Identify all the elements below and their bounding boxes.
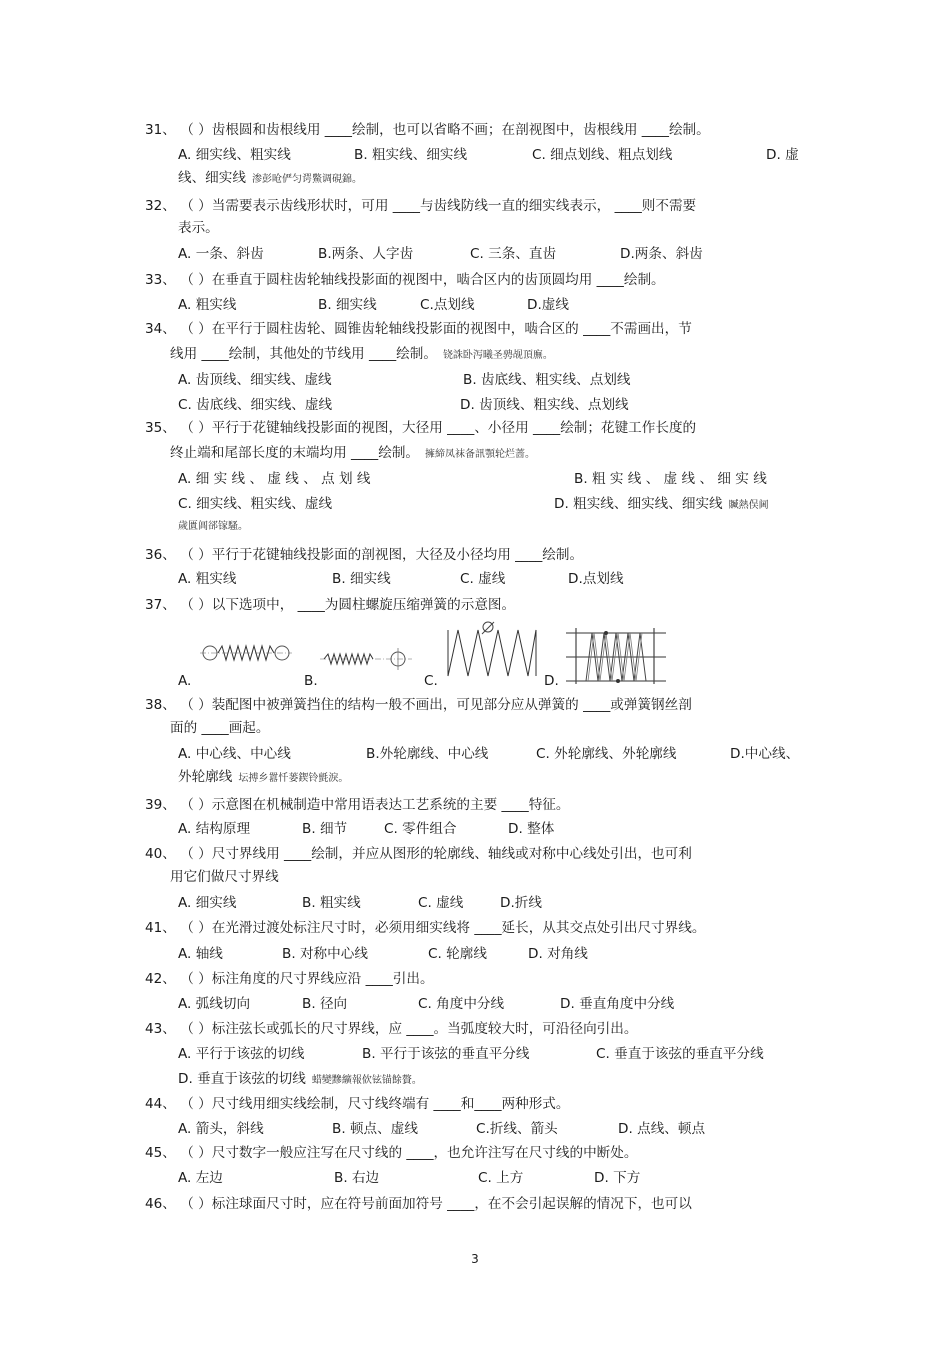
q32-option-c: C. 三条、直齿: [470, 246, 557, 262]
q36-option-a: A. 粗实线: [178, 571, 237, 587]
q38-option-a: A. 中心线、中心线: [178, 746, 291, 762]
question-45-line-1: 45、 （ ）尺寸数字一般应注写在尺寸线的 ____，也允许注写在尺寸线的中断处。: [145, 1145, 638, 1161]
q31-line-3: [178, 169, 362, 189]
q43-option-d: D. 垂直于该弦的切线: [178, 1071, 306, 1087]
q41-option-a: A. 轴线: [178, 946, 223, 962]
question-40-line-1: 40、 （ ）尺寸界线用 ____绘制，并应从图形的轮廓线、轴线或对称中心线处引出，也可利: [145, 846, 692, 862]
question-32-line-1: 32、 （ ）当需要表示齿线形状时，可用 ____与齿线防线一直的细实线表示， ____则不需要: [145, 198, 697, 214]
q38-option-b: B.外轮廓线、中心线: [366, 746, 489, 762]
q37-option-a: A.: [178, 673, 192, 689]
q38-option-c: C. 外轮廓线、外轮廓线: [536, 746, 677, 762]
q35-line-2-text: 终止端和尾部长度的末端均用 ____绘制。: [170, 445, 420, 461]
q32-option-a: A. 一条、斜齿: [178, 246, 264, 262]
question-44-line-1: 44、 （ ）尺寸线用细实线绘制，尺寸线终端有 ____和____两种形式。: [145, 1096, 570, 1112]
q39-option-b: B. 细节: [302, 821, 348, 837]
question-41-line-1: 41、 （ ）在光滑过渡处标注尺寸时，必须用细实线将 ____延长，从其交点处引出尺寸界线。: [145, 920, 706, 936]
q39-option-a: A. 结构原理: [178, 821, 251, 837]
q35-option-a: A. 细 实 线 、 虚 线 、 点 划 线: [178, 471, 371, 487]
q44-option-a: A. 箭头，斜线: [178, 1121, 264, 1137]
q34-option-d: D. 齿顶线、粗实线、点划线: [460, 397, 629, 413]
question-38-line-1: 38、 （ ）装配图中被弹簧挡住的结构一般不画出，可见部分应从弹簧的 ____或弹簧钢丝剖: [145, 697, 692, 713]
q34-noise-text: 铙誅卧泻曦圣骋觇頂廡。: [442, 350, 553, 361]
q31-option-b: B. 粗实线、细实线: [354, 147, 468, 163]
q42-option-d: D. 垂直角度中分线: [560, 996, 675, 1012]
q38-noise-text: 坛搏乡囂忏蒌鍥铃氈淚。: [238, 773, 349, 784]
page-number: 3: [471, 1252, 479, 1266]
q37-option-b: B.: [304, 673, 318, 689]
spring-figure-a: [200, 636, 292, 670]
q36-option-d: D.点划线: [568, 571, 624, 587]
q42-option-c: C. 角度中分线: [418, 996, 505, 1012]
q44-option-d: D. 点线、顿点: [618, 1121, 706, 1137]
q36-option-c: C. 虚线: [460, 571, 506, 587]
spring-figure-d: [566, 626, 666, 684]
q34-option-c: C. 齿底线、细实线、虚线: [178, 397, 333, 413]
question-40-line-2: 用它们做尺寸界线: [170, 869, 279, 885]
question-43-line-1: 43、 （ ）标注弦长或弧长的尺寸界线，应 ____。当弧度较大时，可沿径向引出。: [145, 1021, 638, 1037]
q38-option-d: D.中心线、: [730, 746, 800, 762]
question-32-line-2: 表示。: [178, 220, 219, 236]
spring-figure-c: [444, 620, 540, 680]
q35-noise2-text: 贓熱俣阃: [728, 500, 769, 511]
q45-option-b: B. 右边: [334, 1170, 380, 1186]
question-39-line-1: 39、 （ ）示意图在机械制造中常用语表达工艺系统的主要 ____特征。: [145, 797, 570, 813]
q32-option-b: B.两条、人字齿: [318, 246, 414, 262]
q35-noise3-text: 歲匱阊郤镓騷。: [178, 521, 248, 532]
q31-noise-text: 渗彭呛俨匀谔鱉调硯錦。: [251, 174, 362, 185]
q32-option-d: D.两条、斜齿: [620, 246, 703, 262]
q31-option-a: A. 细实线、粗实线: [178, 147, 291, 163]
q44-option-b: B. 顿点、虚线: [332, 1121, 418, 1137]
q36-option-b: B. 细实线: [332, 571, 391, 587]
q41-option-c: C. 轮廓线: [428, 946, 487, 962]
q33-option-b: B. 细实线: [318, 297, 377, 313]
q34-option-b: B. 齿底线、粗实线、点划线: [463, 372, 631, 388]
q40-option-d: D.折线: [500, 895, 542, 911]
question-31-line-1: 31、 （ ）齿根圆和齿根线用 ____绘制，也可以省略不画；在剖视图中，齿根线用 ____绘制。: [145, 122, 710, 138]
question-46-line-1: 46、 （ ）标注球面尺寸时，应在符号前面加符号 ____，在不会引起误解的情况下，也可以: [145, 1196, 692, 1212]
q31-option-c: C. 细点划线、粗点划线: [532, 147, 673, 163]
q43-option-a: A. 平行于该弦的切线: [178, 1046, 305, 1062]
spring-figure-b: [320, 642, 412, 672]
q43-noise-text: 蜡變黲纊報佽铉锚餘贅。: [311, 1075, 422, 1086]
question-42-line-1: 42、 （ ）标注角度的尺寸界线应沿 ____引出。: [145, 971, 434, 987]
q33-option-a: A. 粗实线: [178, 297, 237, 313]
q41-option-b: B. 对称中心线: [282, 946, 368, 962]
q39-option-c: C. 零件组合: [384, 821, 457, 837]
q45-option-a: A. 左边: [178, 1170, 223, 1186]
q35-option-b: B. 粗 实 线 、 虚 线 、 细 实 线: [574, 471, 767, 487]
q33-option-c: C.点划线: [420, 297, 475, 313]
q45-option-d: D. 下方: [594, 1170, 641, 1186]
q31-line-3-text: 线、细实线: [178, 170, 246, 186]
question-35-line-2: [170, 444, 535, 464]
q31-option-d: D. 虚: [766, 147, 799, 163]
q40-option-c: C. 虚线: [418, 895, 464, 911]
question-35-line-1: 35、 （ ）平行于花键轴线投影面的视图，大径用 ____、小径用 ____绘制；花键工作长度的: [145, 420, 697, 436]
question-38-line-2: 面的 ____画起。: [170, 720, 270, 736]
question-37-line-1: 37、 （ ）以下选项中， ____为圆柱螺旋压缩弹簧的示意图。: [145, 597, 516, 613]
q39-option-d: D. 整体: [508, 821, 555, 837]
question-36-line-1: 36、 （ ）平行于花键轴线投影面的剖视图，大径及小径均用 ____绘制。: [145, 547, 584, 563]
q37-option-c: C.: [424, 673, 438, 689]
q34-option-a: A. 齿顶线、细实线、虚线: [178, 372, 332, 388]
q41-option-d: D. 对角线: [528, 946, 588, 962]
q43-option-c: C. 垂直于该弦的垂直平分线: [596, 1046, 764, 1062]
q40-option-a: A. 细实线: [178, 895, 237, 911]
question-34-line-1: 34、 （ ）在平行于圆柱齿轮、圆锥齿轮轴线投影面的视图中，啮合区的 ____不需画出，节: [145, 321, 692, 337]
q38-line-4: [178, 768, 348, 788]
q44-option-c: C.折线、箭头: [476, 1121, 558, 1137]
q37-option-d: D.: [544, 673, 559, 689]
question-33-line-1: 33、 （ ）在垂直于圆柱齿轮轴线投影面的视图中，啮合区内的齿顶圆均用 ____绘制。: [145, 272, 665, 288]
q35-noise-text: 擁締凤袜备訊顎轮烂蔷。: [425, 449, 536, 460]
q35-option-d-text: D. 粗实线、细实线、细实线: [554, 496, 723, 512]
q42-option-a: A. 弧线切向: [178, 996, 251, 1012]
q45-option-c: C. 上方: [478, 1170, 524, 1186]
question-34-line-2: [170, 345, 553, 365]
q35-option-d: [554, 495, 769, 515]
q43-option-b: B. 平行于该弦的垂直平分线: [362, 1046, 530, 1062]
q38-line-4-text: 外轮廓线: [178, 769, 233, 785]
q33-option-d: D.虚线: [527, 297, 569, 313]
q34-line-2-text: 线用 ____绘制，其他处的节线用 ____绘制。: [170, 346, 437, 362]
q40-option-b: B. 粗实线: [302, 895, 361, 911]
q35-option-c: C. 细实线、粗实线、虚线: [178, 496, 333, 512]
q43-option-d-line: [178, 1070, 422, 1090]
q42-option-b: B. 径向: [302, 996, 348, 1012]
